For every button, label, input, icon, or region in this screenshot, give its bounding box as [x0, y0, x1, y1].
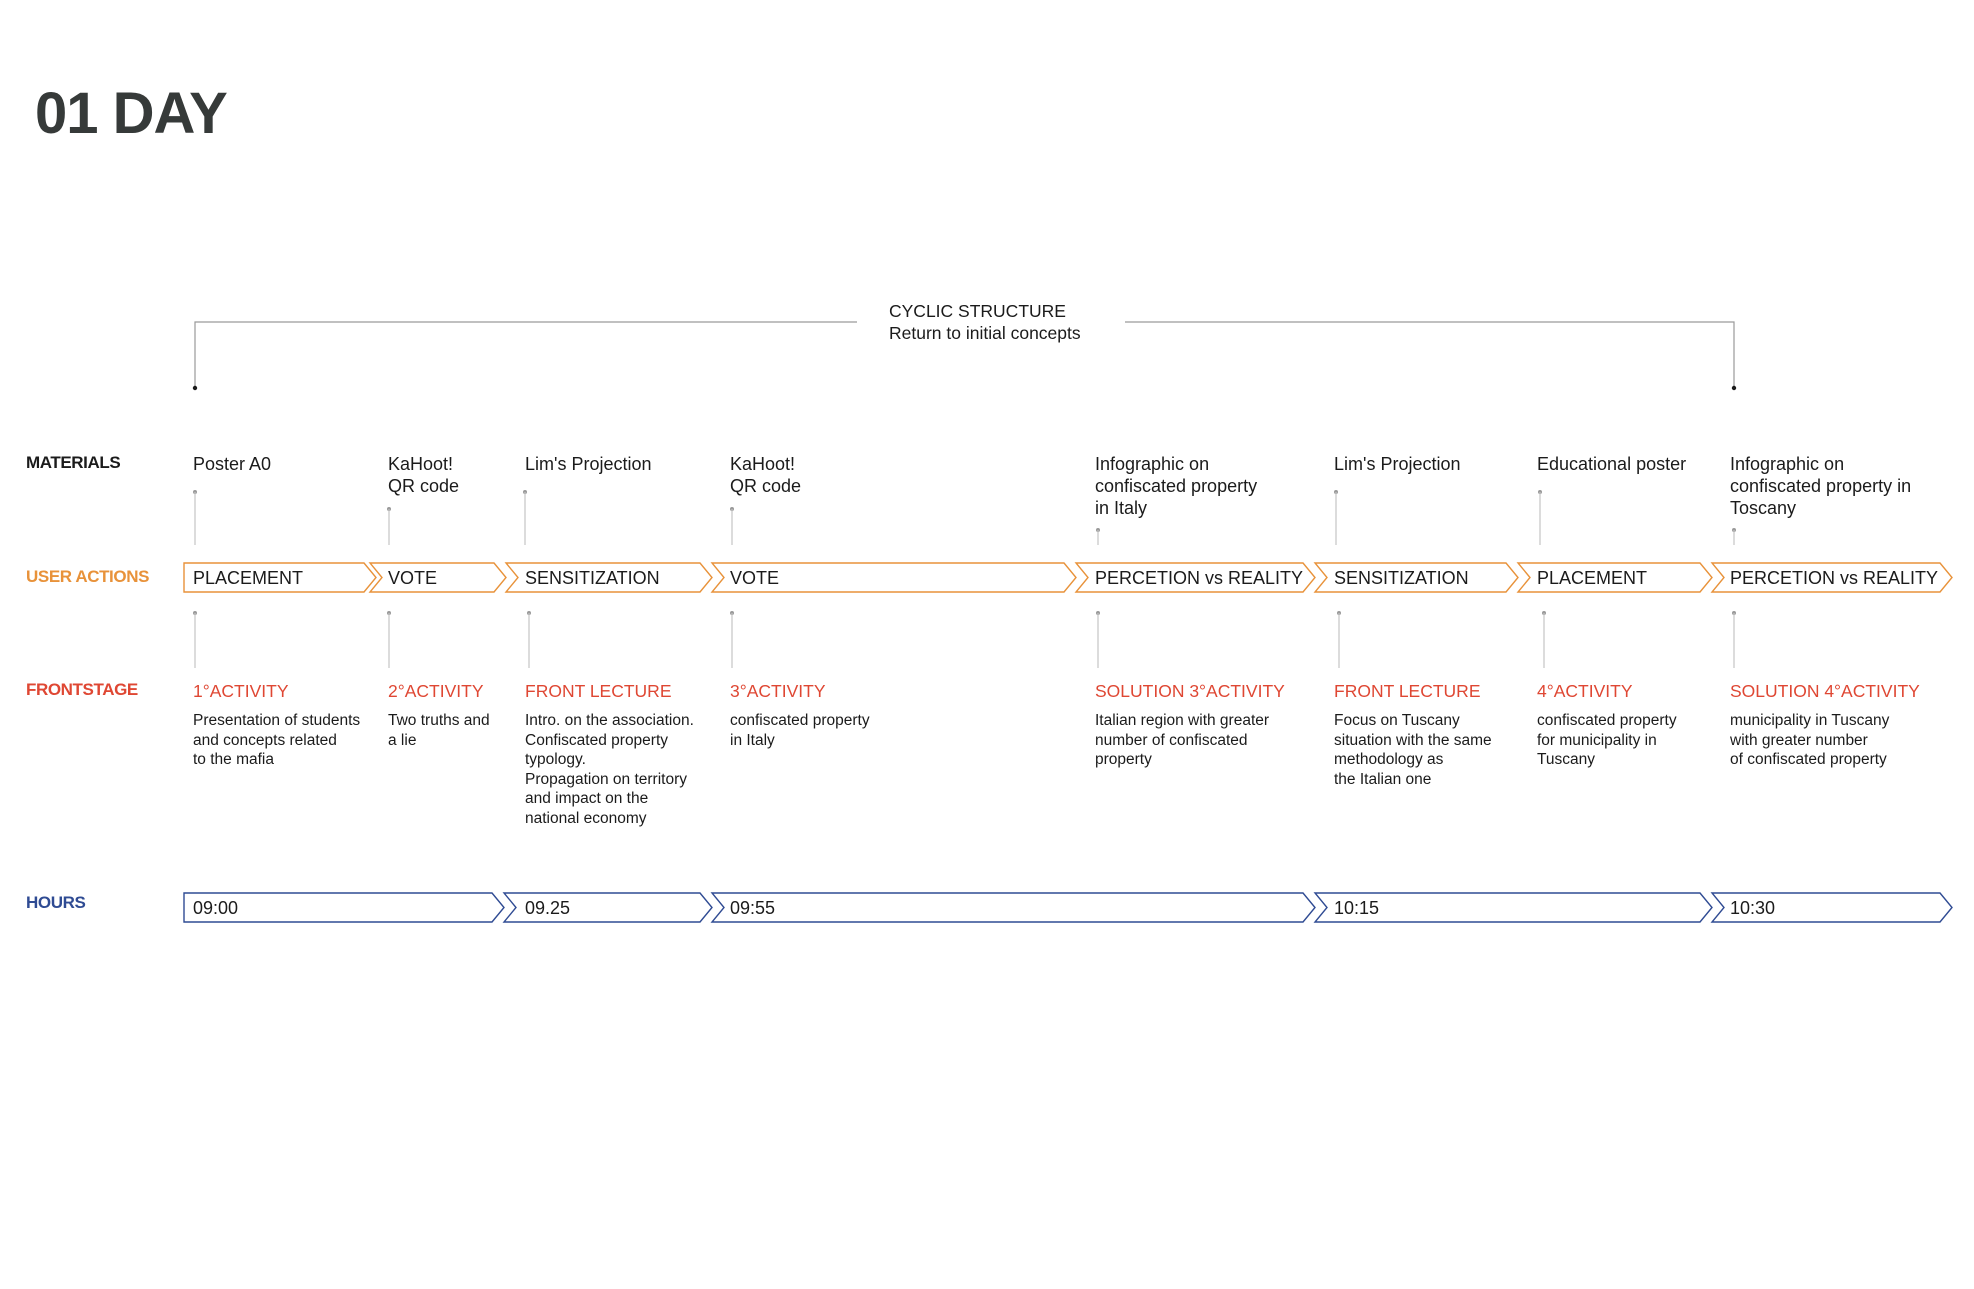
frontstage-line: the Italian one	[1334, 770, 1432, 788]
frontstage-line: number of confiscated	[1095, 731, 1248, 749]
user-action-step: PERCETION vs REALITY	[1095, 568, 1304, 588]
frontstage-line: and concepts related	[193, 731, 337, 749]
frontstage-line: confiscated property	[1537, 712, 1677, 729]
hour-label: 10:15	[1334, 898, 1380, 918]
material-line: Toscany	[1730, 498, 1797, 518]
frontstage-title: 4°ACTIVITY	[1537, 681, 1633, 701]
material-item	[1334, 453, 1460, 475]
material-line: Lim's Projection	[1334, 454, 1461, 474]
frontstage-line: property	[1095, 751, 1152, 768]
material-line: confiscated property in	[1730, 476, 1912, 496]
material-item	[388, 453, 459, 497]
frontstage-line: typology.	[525, 751, 586, 768]
frontstage-line: with greater number	[1730, 731, 1868, 749]
cyclic-bracket-dot	[1732, 386, 1736, 390]
frontstage-description	[193, 711, 360, 770]
frontstage-line: methodology as	[1334, 751, 1444, 768]
frontstage-line: Two truths and	[388, 712, 490, 729]
material-line: Infographic on	[1095, 454, 1210, 474]
frontstage-title: 2°ACTIVITY	[388, 681, 484, 701]
frontstage-line: Italian region with greater	[1095, 712, 1270, 729]
hour-label: 09.25	[525, 898, 571, 918]
user-action-step: PERCETION vs REALITY	[1730, 568, 1939, 588]
material-item	[730, 453, 801, 497]
frontstage-line: and impact on the	[525, 790, 649, 807]
frontstage-title: SOLUTION 3°ACTIVITY	[1095, 681, 1285, 701]
cyclic-structure-label	[889, 300, 1081, 344]
frontstage-line: national economy	[525, 809, 647, 827]
page-title: 01 DAY	[35, 81, 227, 146]
material-line: KaHoot!	[388, 454, 454, 474]
hour-label: 10:30	[1730, 898, 1776, 918]
cyclic-bracket-left	[195, 322, 857, 388]
row-label-frontstage: FRONTSTAGE	[26, 680, 138, 699]
frontstage-line: Propagation on territory	[525, 770, 687, 788]
frontstage-line: Confiscated property	[525, 731, 669, 749]
user-action-step: VOTE	[730, 568, 780, 588]
material-line: Educational poster	[1537, 454, 1687, 474]
frontstage-title: SOLUTION 4°ACTIVITY	[1730, 681, 1920, 701]
frontstage-description	[525, 711, 694, 828]
cyclic-bracket-dot	[193, 386, 197, 390]
material-line: in Italy	[1095, 498, 1148, 518]
material-line: confiscated property	[1095, 476, 1258, 496]
frontstage-line: Presentation of students	[193, 712, 361, 729]
frontstage-description	[1730, 711, 1889, 770]
frontstage-line: situation with the same	[1334, 731, 1492, 749]
cyclic-structure-subtitle: Return to initial concepts	[889, 323, 1081, 343]
material-line: QR code	[388, 476, 460, 496]
material-item	[525, 453, 651, 475]
frontstage-title: FRONT LECTURE	[1334, 681, 1481, 701]
material-line: KaHoot!	[730, 454, 796, 474]
frontstage-title: 3°ACTIVITY	[730, 681, 826, 701]
material-line: Lim's Projection	[525, 454, 652, 474]
material-line: QR code	[730, 476, 802, 496]
frontstage-line: in Italy	[730, 731, 775, 749]
frontstage-description	[388, 711, 490, 750]
material-item	[1730, 453, 1911, 519]
cyclic-structure-title: CYCLIC STRUCTURE	[889, 301, 1066, 321]
user-action-step: SENSITIZATION	[1334, 568, 1469, 588]
material-item	[193, 453, 271, 475]
user-action-step: PLACEMENT	[193, 568, 304, 588]
hour-chevron	[712, 893, 1315, 922]
frontstage-line: of confiscated property	[1730, 751, 1887, 768]
row-label-materials: MATERIALS	[26, 453, 121, 472]
frontstage-title: 1°ACTIVITY	[193, 681, 289, 701]
frontstage-line: municipality in Tuscany	[1730, 712, 1890, 729]
frontstage-description	[730, 711, 870, 750]
cyclic-bracket-right	[1125, 322, 1734, 388]
frontstage-line: confiscated property	[730, 712, 870, 729]
frontstage-line: Intro. on the association.	[525, 712, 694, 729]
user-action-step: PLACEMENT	[1537, 568, 1648, 588]
frontstage-description	[1537, 711, 1677, 770]
frontstage-line: to the mafia	[193, 751, 274, 768]
frontstage-title: FRONT LECTURE	[525, 681, 672, 701]
row-label-user-actions: USER ACTIONS	[26, 567, 150, 586]
frontstage-description	[1334, 711, 1492, 789]
material-item	[1095, 453, 1257, 519]
material-line: Poster A0	[193, 454, 272, 474]
material-line: Infographic on	[1730, 454, 1845, 474]
row-label-hours: HOURS	[26, 893, 86, 912]
hour-label: 09:00	[193, 898, 239, 918]
frontstage-line: Focus on Tuscany	[1334, 712, 1460, 729]
user-action-step: SENSITIZATION	[525, 568, 660, 588]
frontstage-description	[1095, 711, 1269, 770]
frontstage-line: Tuscany	[1537, 751, 1596, 768]
frontstage-line: a lie	[388, 731, 417, 749]
frontstage-line: for municipality in	[1537, 731, 1657, 749]
material-item	[1537, 453, 1686, 475]
user-action-step: VOTE	[388, 568, 438, 588]
hour-label: 09:55	[730, 898, 776, 918]
